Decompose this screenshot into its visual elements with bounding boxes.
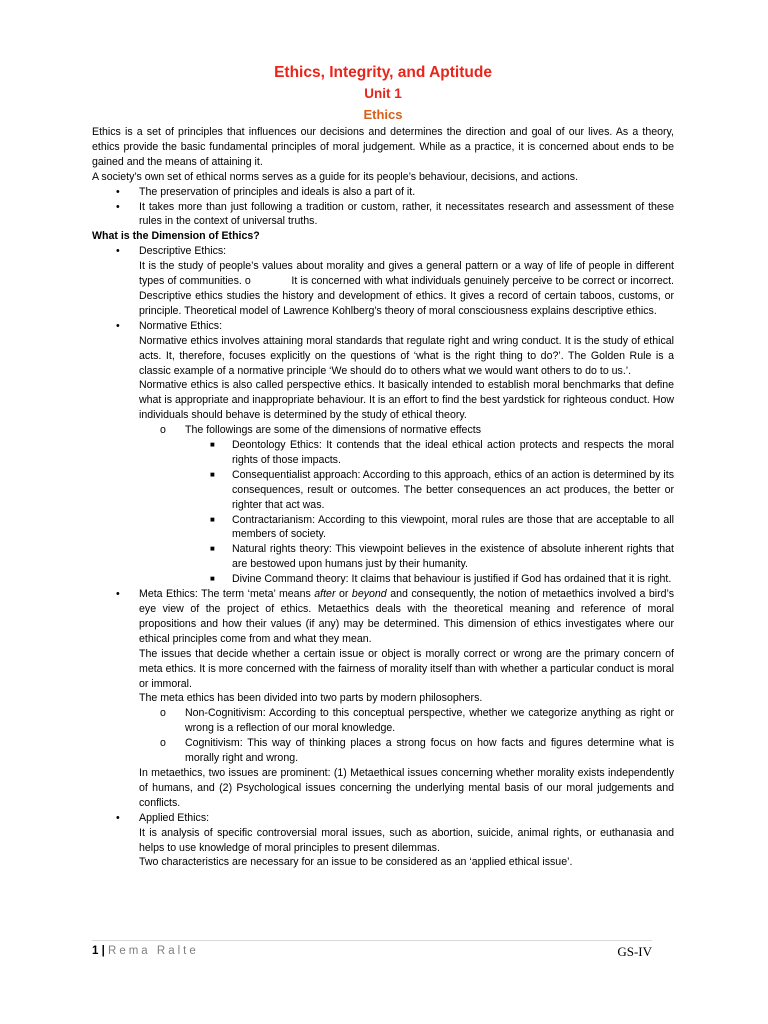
list-item: ■ Divine Command theory: It claims that behaviour is justified if God has ordained that it is right.: [210, 573, 672, 586]
normative-dimensions-list: [92, 438, 674, 587]
list-item: • The preservation of principles and ideals is also a part of it.: [116, 185, 416, 198]
descriptive-text: It is the study of people’s values about morality and gives a general pattern or a way of life of people in different types of communities. o It is concerned with what individuals genuinely perceive to be correct or incorrect. Descriptive ethics studies the history and development of ethics. It gives a record of certain taboos, customs, or principle. Theoretical model of Lawrence Kohlberg’s theory of moral consciousness explains descriptive ethics.: [139, 260, 674, 317]
footer-left: [92, 945, 199, 957]
normative-label: Normative Ethics:: [139, 319, 223, 332]
page-number: 1: [92, 945, 99, 957]
normative-text: Normative ethics involves attaining moral standards that regulate right and wring conduct. It is the study of ethical acts. It, therefore, focuses explicitly on the questions of ‘what is the right thing to do?’. The Golden Rule is a classic example of a normative principle ‘We should do to others what we would want others to do to us.’.: [139, 334, 674, 377]
square-marker: ■: [210, 469, 215, 479]
section-heading: Ethics: [363, 107, 403, 122]
document-page: [92, 62, 674, 870]
circle-marker: o: [160, 737, 166, 750]
dimension-list: [92, 244, 674, 870]
meta-text: Meta Ethics: The term ‘meta’ means after or beyond and consequently, the notion of metaethics involved a bird’s eye view of the project of ethics. Metaethics deals with the theoretical meaning and reference of moral propositions and how their values (if any) may be determined. This dimension of ethics investigates where our ethical principles come from and what they mean.: [139, 588, 675, 645]
list-item: o Cognitivism: This way of thinking places a strong focus on how facts and figures determine what is morally right and wrong.: [160, 737, 674, 765]
meta-text-2: The issues that decide whether a certain issue or object is morally correct or wrong are the primary concern of meta ethics. It is more concerned with the fairness of morality itself than with whether a particular conduct is moral or immoral.: [139, 647, 674, 690]
list-item: o The followings are some of the dimensions of normative effects ■ Deontology Ethics: It contends that the ideal ethical action protects and respects the moral rights of those impacts. ■ Consequentialist approach: According to this approach, ethics of an action is determined by its consequences, result or outcomes. The better consequences an act produces, the better or righter that act was. ■ Contractarianism: According to this viewpoint, moral rules are those that are acceptable to all members of society. ■ Natural rights theory: This viewpoint believes in the existence of absolute inherent rights that are bestowed upon humans just by their humanity. ■ Divine Command theory: It claims that behaviour is justified if God has ordained that it is right.: [92, 423, 674, 587]
list-item: ■ Contractarianism: According to this viewpoint, moral rules are those that are acceptable to all members of society.: [210, 513, 674, 541]
bullet-marker: •: [116, 319, 120, 332]
descriptive-ethics-item: [92, 244, 674, 319]
list-item: ■ Consequentialist approach: According to this approach, ethics of an action is determined by its consequences, result or outcomes. The better consequences an act produces, the better or righter that act was.: [210, 468, 674, 511]
descriptive-label: Descriptive Ethics:: [139, 245, 227, 258]
list-item: o Non-Cognitivism: According to this conceptual perspective, whether we categorize anything as right or wrong is a reflection of our moral knowledge.: [160, 707, 674, 735]
normative-sublist: [92, 423, 674, 587]
bullet-marker: •: [116, 185, 120, 198]
bullet-marker: •: [116, 200, 120, 213]
bullet-marker: •: [116, 588, 120, 601]
bullet-marker: •: [116, 245, 120, 258]
list-item: ■ Deontology Ethics: It contends that the ideal ethical action protects and respects the moral rights of those impacts.: [210, 439, 674, 466]
meta-sublist: [92, 706, 674, 766]
intro-paragraph: Ethics is a set of principles that influences our decisions and determines the direction and goal of our lives. As a theory, ethics provide the basic fundamental principles of moral judgement. While as a practice, it is concerned about ends to be gained and the means of attaining it.: [92, 126, 674, 168]
list-item: • It takes more than just following a tradition or custom, rather, it necessitates research and assessment of these rules in the context of universal truths.: [116, 200, 674, 228]
intro-paragraph-2: A society’s own set of ethical norms serves as a guide for its people’s behaviour, decisions, and actions.: [92, 170, 579, 183]
paper-label: GS-IV: [617, 944, 652, 959]
normative-text-2: Normative ethics is also called perspective ethics. It basically intended to establish moral benchmarks that define what is appropriate and inappropriate behaviour. It is an effort to find the best yardstick for righteous conduct. How individuals should behave is determined by the study of ethical theory.: [139, 379, 674, 422]
square-marker: ■: [210, 514, 215, 524]
unit-heading: Unit 1: [364, 86, 402, 101]
square-marker: ■: [210, 440, 215, 450]
meta-text-3: The meta ethics has been divided into two parts by modern philosophers.: [139, 692, 483, 705]
square-marker: ■: [210, 544, 215, 554]
dimension-heading: What is the Dimension of Ethics?: [92, 230, 260, 243]
applied-ethics-item: [92, 811, 674, 871]
normative-ethics-item: [92, 319, 674, 587]
applied-text: It is analysis of specific controversial moral issues, such as abortion, suicide, animal rights, or euthanasia and helps to use knowledge of moral principles to present dilemmas.: [139, 826, 674, 854]
document-title: Ethics, Integrity, and Aptitude: [274, 64, 492, 81]
meta-text-4: In metaethics, two issues are prominent: (1) Metaethical issues concerning whether morality exists independently of humans, and (2) Psychological issues concerning the underlying mental basis of our moral judgements and conflicts.: [139, 766, 674, 809]
footer-separator: |: [101, 945, 105, 957]
author-name: Rema Ralte: [108, 945, 199, 957]
page-footer: [92, 940, 652, 959]
circle-marker: o: [160, 424, 166, 437]
applied-label: Applied Ethics:: [139, 811, 210, 824]
intro-bullet-list: [92, 185, 674, 230]
bullet-marker: •: [116, 811, 120, 824]
list-item: ■ Natural rights theory: This viewpoint believes in the existence of absolute inherent rights that are bestowed upon humans just by their humanity.: [210, 543, 674, 571]
circle-marker: o: [160, 707, 166, 720]
meta-ethics-item: [92, 587, 674, 811]
applied-text-2: Two characteristics are necessary for an issue to be considered as an ‘applied ethical issue’.: [139, 856, 573, 869]
square-marker: ■: [210, 574, 215, 584]
